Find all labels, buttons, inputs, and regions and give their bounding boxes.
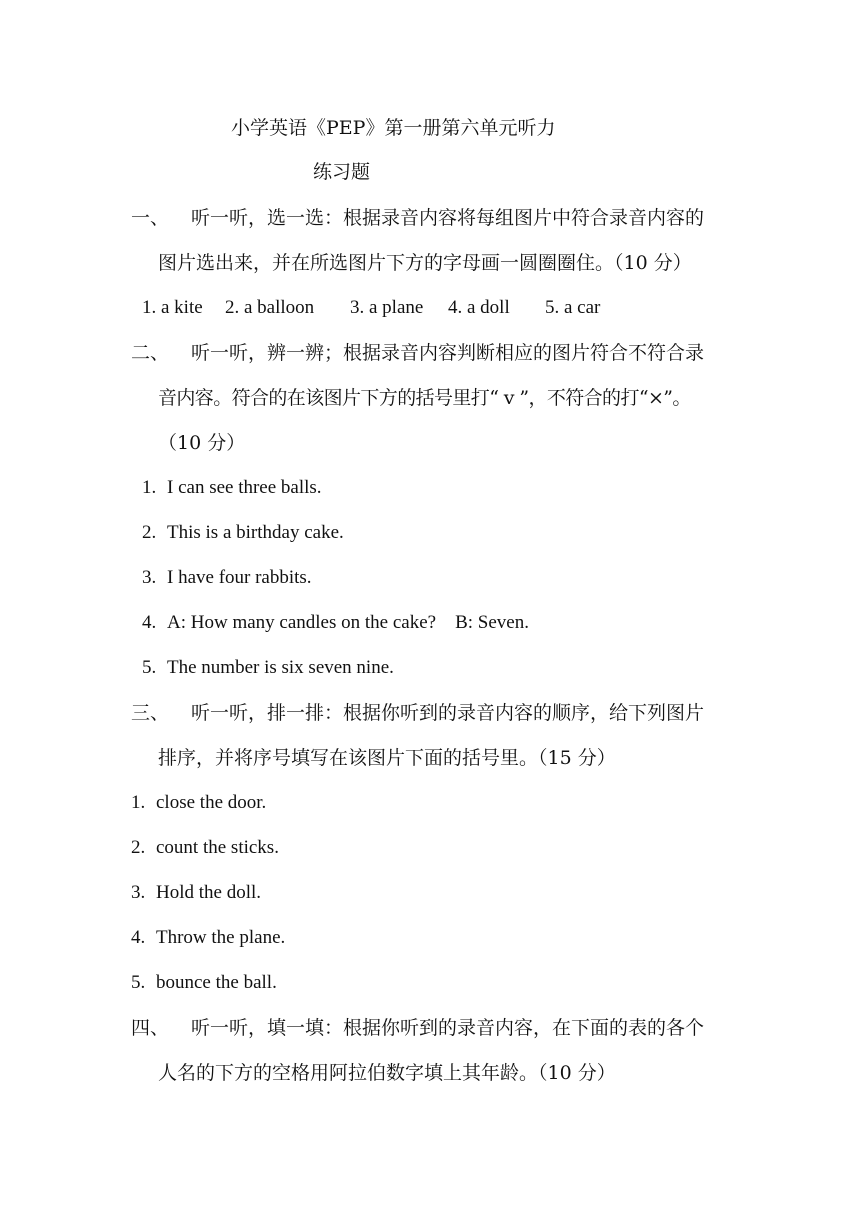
section-4-instruction-line1: 听一听，填一填：根据你听到的录音内容，在下面的表的各个 — [191, 1017, 705, 1039]
section-3-item-2-number: 2. — [131, 837, 146, 858]
section-2-item-3-text: I have four rabbits. — [167, 567, 312, 588]
section-2-instruction-line3: （10 分） — [158, 432, 246, 454]
section-2-item-1-number: 1. — [142, 477, 157, 498]
section-3-item-1-number: 1. — [131, 792, 146, 813]
section-4-instruction-line2: 人名的下方的空格用阿拉伯数字填上其年龄。（10 分） — [158, 1062, 616, 1084]
section-4-number: 四、 — [131, 1017, 170, 1039]
page-title-line2: 练习题 — [313, 161, 371, 183]
section-3-item-1-text: close the door. — [156, 792, 267, 813]
page-title-line1: 小学英语《PEP》第一册第六单元听力 — [231, 117, 556, 139]
section-3-item-4-number: 4. — [131, 927, 146, 948]
section-2-number: 二、 — [131, 342, 170, 364]
section-1-item-5: 5. a car — [545, 297, 601, 318]
section-2-item-2-number: 2. — [142, 522, 157, 543]
section-2-item-2-text: This is a birthday cake. — [167, 522, 344, 543]
section-1-instruction-line2: 图片选出来，并在所选图片下方的字母画一圆圈圈住。（10 分） — [158, 252, 692, 274]
section-2-item-1-text: I can see three balls. — [167, 477, 322, 498]
section-3-instruction-line2: 排序，并将序号填写在该图片下面的括号里。（15 分） — [158, 747, 616, 769]
section-3-item-2-text: count the sticks. — [156, 837, 279, 858]
section-2-item-5-number: 5. — [142, 657, 157, 678]
section-1-instruction-line1: 听一听，选一选：根据录音内容将每组图片中符合录音内容的 — [191, 207, 705, 229]
section-1-number: 一、 — [131, 207, 170, 229]
section-3-item-3-text: Hold the doll. — [156, 882, 262, 903]
section-2-item-5-text: The number is six seven nine. — [167, 657, 394, 678]
section-3-instruction-line1: 听一听，排一排：根据你听到的录音内容的顺序，给下列图片 — [191, 702, 705, 724]
section-1-item-4: 4. a doll — [448, 297, 510, 318]
section-1-item-3: 3. a plane — [350, 297, 424, 318]
section-3-item-5-text: bounce the ball. — [156, 972, 277, 993]
section-3-item-5-number: 5. — [131, 972, 146, 993]
section-1-item-2: 2. a balloon — [225, 297, 315, 318]
section-3-item-4-text: Throw the plane. — [156, 927, 286, 948]
section-3-number: 三、 — [131, 702, 170, 724]
section-2-instruction-line1: 听一听，辨一辨；根据录音内容判断相应的图片符合不符合录 — [191, 342, 705, 364]
section-2-item-4-text: A: How many candles on the cake? B: Seven. — [167, 612, 529, 633]
section-2-item-3-number: 3. — [142, 567, 157, 588]
section-2-instruction-line2: 音内容。符合的在该图片下方的括号里打“ v ”，不符合的打“×”。 — [158, 387, 691, 409]
section-3-item-3-number: 3. — [131, 882, 146, 903]
section-2-item-4-number: 4. — [142, 612, 157, 633]
section-1-item-1: 1. a kite — [142, 297, 203, 318]
